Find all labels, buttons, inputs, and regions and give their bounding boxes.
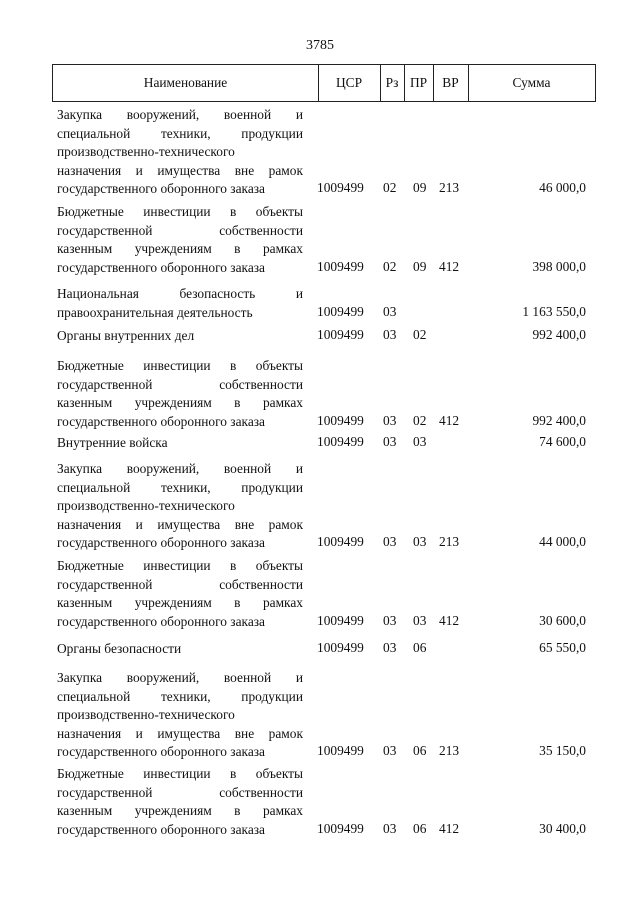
table-header <box>52 64 596 102</box>
row-name-line: государственного оборонного заказа <box>57 535 266 550</box>
row-csr: 1009499 <box>317 303 364 319</box>
row-name-line: Органы внутренних дел <box>57 328 195 343</box>
row-name <box>57 640 303 659</box>
row-pr: 06 <box>413 743 427 758</box>
row-name-line: специальной техники, продукции <box>57 479 303 495</box>
row-rz: 03 <box>383 743 397 758</box>
row-rz: 02 <box>383 258 397 274</box>
row-name <box>57 669 303 762</box>
row-rz: 03 <box>383 534 397 549</box>
row-vr: 412 <box>439 820 460 836</box>
row-name-line: государственного оборонного заказа <box>57 821 266 837</box>
row-name-line: Закупка вооружений, военной и <box>57 670 303 685</box>
row-pr: 03 <box>413 434 427 449</box>
row-name-line: государственной собственности <box>57 784 303 800</box>
row-pr: 02 <box>413 412 427 428</box>
row-sum: 35 150,0 <box>539 743 586 758</box>
row-name <box>57 765 303 839</box>
row-rz: 03 <box>383 820 397 836</box>
row-name-line: Бюджетные инвестиции в объекты <box>57 558 303 573</box>
row-rz: 03 <box>383 434 397 449</box>
row-csr: 1009499 <box>317 640 364 655</box>
row-csr: 1009499 <box>317 258 364 274</box>
row-name-line: назначения и имущества вне рамок <box>57 162 303 178</box>
row-name <box>57 106 303 199</box>
row-vr: 412 <box>439 412 460 428</box>
row-name <box>57 357 303 431</box>
row-vr: 213 <box>439 743 460 758</box>
row-sum: 30 400,0 <box>539 820 586 836</box>
row-sum: 46 000,0 <box>539 180 586 195</box>
row-name-line: Бюджетные инвестиции в объекты <box>57 766 303 781</box>
row-vr: 213 <box>439 534 460 549</box>
row-pr: 06 <box>413 820 427 836</box>
row-pr: 03 <box>413 612 427 628</box>
row-name-line: государственной собственности <box>57 576 303 592</box>
row-vr: 412 <box>439 612 460 628</box>
row-name-line: специальной техники, продукции <box>57 125 303 141</box>
row-rz: 03 <box>383 303 397 319</box>
row-name <box>57 434 303 453</box>
row-name-line: Закупка вооружений, военной и <box>57 107 303 122</box>
row-csr: 1009499 <box>317 612 364 628</box>
row-pr: 06 <box>413 640 427 655</box>
row-sum: 30 600,0 <box>539 612 586 628</box>
header-csr: ЦСР <box>335 75 363 90</box>
row-csr: 1009499 <box>317 434 364 449</box>
row-csr: 1009499 <box>317 743 364 758</box>
row-name-line: Закупка вооружений, военной и <box>57 461 303 476</box>
header-vr: ВР <box>442 75 459 90</box>
row-pr: 09 <box>413 180 427 195</box>
row-rz: 03 <box>383 640 397 655</box>
row-vr: 213 <box>439 180 460 195</box>
row-name-line: производственно-технического <box>57 144 235 159</box>
row-name-line: казенным учреждениям в рамках <box>57 395 303 410</box>
row-name <box>57 285 303 322</box>
row-name-line: правоохранительная деятельность <box>57 304 253 320</box>
row-sum: 398 000,0 <box>532 258 586 274</box>
row-pr: 02 <box>413 327 427 342</box>
row-name-line: казенным учреждениям в рамках <box>57 241 303 256</box>
row-rz: 03 <box>383 412 397 428</box>
row-sum: 992 400,0 <box>532 327 586 342</box>
row-name-line: Бюджетные инвестиции в объекты <box>57 358 303 373</box>
row-name <box>57 327 303 346</box>
row-rz: 02 <box>383 180 397 195</box>
row-name <box>57 460 303 553</box>
row-name-line: специальной техники, продукции <box>57 688 303 704</box>
row-rz: 03 <box>383 327 397 342</box>
header-pr: ПР <box>409 75 428 90</box>
row-sum: 65 550,0 <box>539 640 586 655</box>
row-name-line: государственного оборонного заказа <box>57 744 266 759</box>
row-name-line: государственного оборонного заказа <box>57 613 266 629</box>
row-name-line: казенным учреждениям в рамках <box>57 803 303 818</box>
row-name-line: государственного оборонного заказа <box>57 259 266 275</box>
row-name-line: государственного оборонного заказа <box>57 413 266 429</box>
header-sum: Сумма <box>512 75 551 90</box>
row-csr: 1009499 <box>317 327 364 342</box>
row-csr: 1009499 <box>317 534 364 549</box>
row-name-line: назначения и имущества вне рамок <box>57 516 303 532</box>
row-name-line: назначения и имущества вне рамок <box>57 725 303 741</box>
row-name-line: казенным учреждениям в рамках <box>57 595 303 610</box>
row-name-line: Органы безопасности <box>57 641 182 656</box>
row-name-line: Национальная безопасность и <box>57 286 303 301</box>
row-name-line: Внутренние войска <box>57 435 168 450</box>
row-sum: 1 163 550,0 <box>522 303 586 319</box>
row-sum: 44 000,0 <box>539 534 586 549</box>
row-name-line: производственно-технического <box>57 498 235 513</box>
row-name-line: производственно-технического <box>57 707 235 722</box>
row-csr: 1009499 <box>317 180 364 195</box>
row-sum: 74 600,0 <box>539 434 586 449</box>
row-name-line: государственной собственности <box>57 222 303 238</box>
row-sum: 992 400,0 <box>532 412 586 428</box>
page-number: 3785 <box>306 38 334 53</box>
header-rz: Рз <box>385 75 399 90</box>
row-csr: 1009499 <box>317 820 364 836</box>
row-name <box>57 203 303 277</box>
row-pr: 03 <box>413 534 427 549</box>
row-vr: 412 <box>439 258 460 274</box>
row-name-line: государственного оборонного заказа <box>57 181 266 196</box>
row-csr: 1009499 <box>317 412 364 428</box>
header-name: Наименование <box>143 75 228 90</box>
row-name <box>57 557 303 631</box>
row-name-line: Бюджетные инвестиции в объекты <box>57 204 303 219</box>
row-rz: 03 <box>383 612 397 628</box>
row-pr: 09 <box>413 258 427 274</box>
row-name-line: государственной собственности <box>57 376 303 392</box>
